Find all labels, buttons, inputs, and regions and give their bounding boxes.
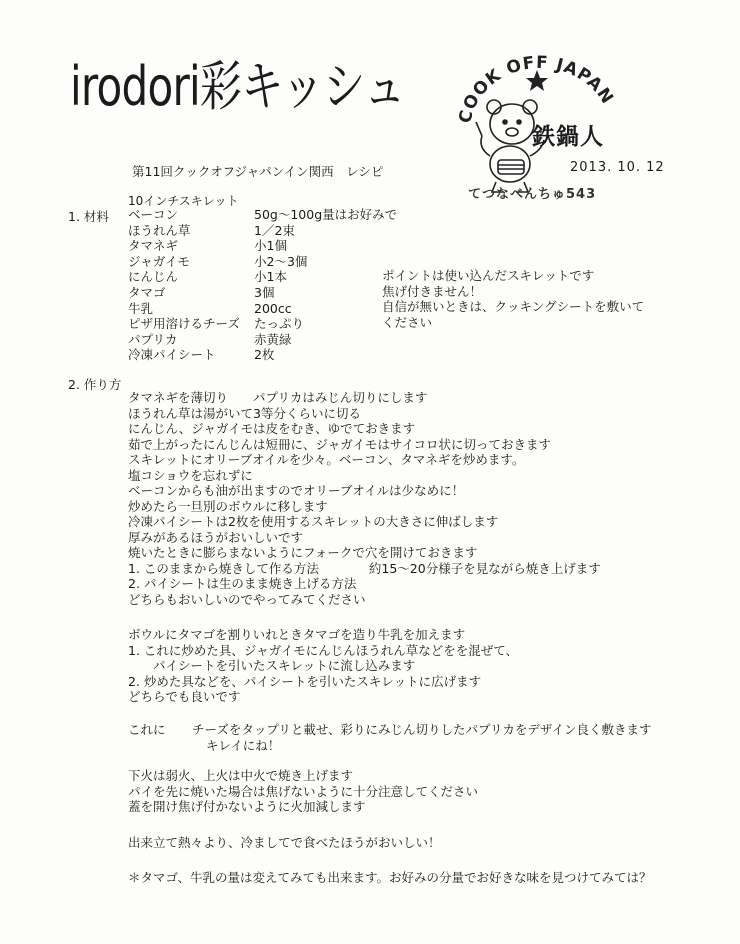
step-line: ベーコンからも油が出ますのでオリーブオイルは少なめに！	[128, 483, 465, 498]
ingredient-qty: 赤黄緑	[254, 331, 292, 347]
ingredient-qty: 小1本	[254, 269, 287, 285]
point-note-line: 自信が無いときは、クッキングシートを敷いて	[382, 299, 645, 315]
step-line: どちらでも良いです	[128, 689, 241, 704]
ingredient-name: パプリカ	[128, 331, 178, 347]
ingredient-qty: 小1個	[254, 238, 287, 254]
ingredient-qty: 3個	[254, 284, 275, 300]
point-note-line: ポイントは使い込んだスキレットです	[382, 268, 595, 283]
ingredient-name: タマネギ	[128, 238, 179, 254]
step-line: 2. 炒めた具などを、パイシートを引いたスキレットに広げます	[128, 673, 482, 689]
topping-line: キレイにね！	[206, 737, 281, 753]
method-steps	[128, 390, 601, 705]
baking-notes	[128, 768, 652, 886]
topping-label: これに	[128, 722, 166, 737]
serving-tip: 出来立て熱々より、冷ましてで食べたほうがおいしい！	[128, 834, 441, 850]
heat-line: 蓋を開け焦げ付かないように火加減します	[128, 799, 366, 815]
section-method-heading: 2. 作り方	[68, 377, 122, 392]
step-line: スキレットにオリーブオイルを少々。ベーコン、タマネギを炒めます。	[128, 452, 525, 467]
ingredient-qty: 50g～100g量はお好みで	[254, 207, 398, 222]
ingredient-name: ベーコン	[128, 207, 179, 222]
step-line: 1. これに炒めた具、ジャガイモにんじんほうれん草などをを混ぜて、	[128, 642, 519, 658]
author-handle: てつなべんちゅ543	[468, 187, 597, 202]
step-line: 炒めたら一旦別のボウルに移します	[128, 498, 328, 514]
step-line: パイシートを引いたスキレットに流し込みます	[128, 658, 416, 673]
ingredient-qty: 小2～3個	[254, 253, 308, 269]
ingredient-names	[128, 207, 240, 363]
ingredient-name: 牛乳	[128, 300, 154, 316]
step-line: 2. パイシートは生のまま焼き上げる方法	[128, 576, 357, 591]
logo-ring-text: COOK OFF JAPAN	[455, 52, 618, 126]
point-note-line: ください	[382, 314, 433, 330]
ingredient-qty: 1／2束	[254, 222, 295, 238]
step-line: 1. このままから焼きして作る方法 約15～20分様子を見ながら焼き上げます	[128, 560, 601, 576]
recipe-date: 2013. 10. 12	[570, 160, 665, 175]
ingredient-name: 冷凍パイシート	[128, 347, 216, 363]
skillet-size: 10インチスキレット	[128, 194, 239, 208]
logo-name-text: 鉄鍋人	[532, 124, 604, 150]
step-line: ほうれん草は湯がいて3等分くらいに切る	[128, 405, 361, 421]
topping-text	[192, 722, 652, 753]
step-line: タマネギを薄切り パプリカはみじん切りにします	[128, 390, 428, 405]
heat-line: 下火は弱火、上火は中火で焼き上げます	[128, 768, 354, 783]
step-line: 厚みがあるほうがおいしいです	[128, 529, 304, 545]
heat-line: パイを先に焼いた場合は焦げないように十分注意してください	[128, 783, 479, 799]
svg-text:COOK OFF JAPAN	[455, 53, 617, 125]
section-ingredients-heading: 1. 材料	[68, 209, 109, 224]
point-note-line: 焦げ付きません！	[382, 283, 483, 299]
recipe-subtitle: 第11回クックオフジャパンイン関西 レシピ	[132, 164, 384, 179]
footnote: ＊タマゴ、牛乳の量は変えてみても出来ます。お好みの分量でお好きな味を見つけてみては？	[128, 870, 652, 886]
step-line: 塩コショウを忘れずに	[128, 467, 253, 483]
ingredient-name: にんじん	[128, 269, 179, 285]
step-line: ボウルにタマゴを割りいれときタマゴを造り牛乳を加えます	[128, 627, 466, 642]
recipe-title: irodori彩キッシュ	[70, 55, 405, 118]
step-line: 茹で上がったにんじんは短冊に、ジャガイモはサイコロ状に切っておきます	[128, 436, 552, 452]
ingredient-name: ジャガイモ	[128, 253, 190, 269]
step-line: にんじん、ジャガイモは皮をむき、ゆでておきます	[128, 421, 416, 436]
ingredient-qty: 200cc	[254, 300, 292, 316]
step-line: どちらもおいしいのでやってみてください	[128, 591, 366, 607]
step-line: 焼いたときに膨らまないようにフォークで穴を開けておきます	[128, 545, 478, 560]
ingredient-qty: たっぷり	[254, 316, 305, 332]
ingredient-name: ほうれん草	[128, 222, 191, 238]
ingredient-name: タマゴ	[128, 284, 166, 300]
step-line: 冷凍パイシートは2枚を使用するスキレットの大きさに伸ばします	[128, 514, 499, 529]
topping-line: チーズをタップリと載せ、彩りにみじん切りしたパプリカをデザイン良く敷きます	[192, 722, 652, 737]
point-note	[382, 268, 644, 330]
ingredient-qty: 2枚	[254, 347, 275, 363]
ingredient-name: ピザ用溶けるチーズ	[128, 316, 240, 332]
ingredient-quantities	[254, 207, 397, 363]
